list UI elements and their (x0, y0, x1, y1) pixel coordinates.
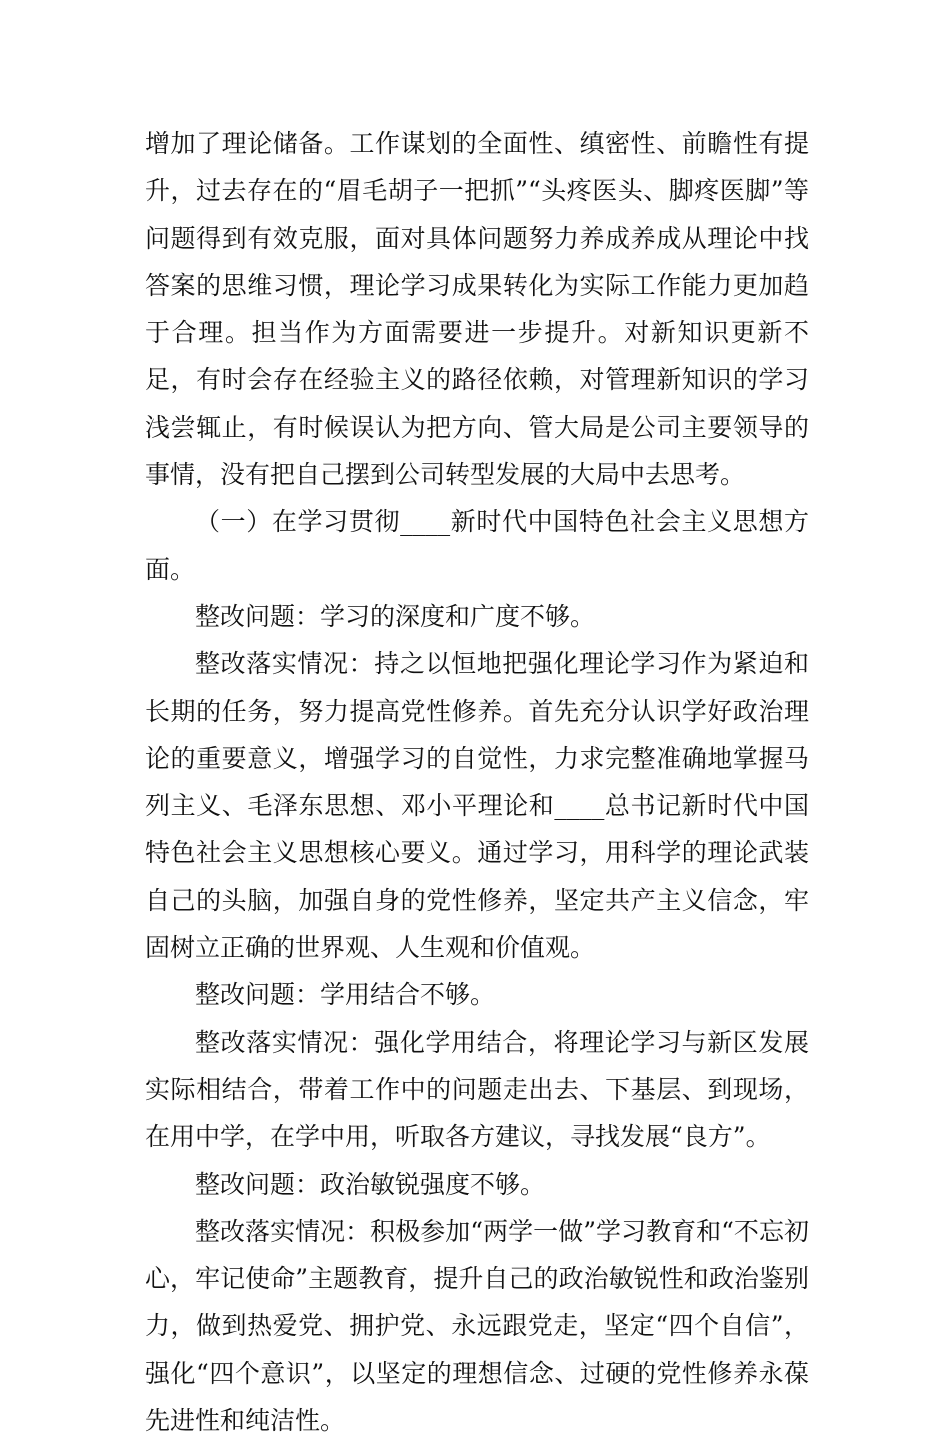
paragraph-continuation: 增加了理论储备。工作谋划的全面性、缜密性、前瞻性有提升，过去存在的“眉毛胡子一把抓”“头疼医头、脚疼医脚”等问题得到有效克服，面对具体问题努力养成养成从理论中找答案的思维习惯，理论学习成果转化为实际工作能力更加趋于合理。担当作为方面需要进一步提升。对新知识更新不足，有时会存在经验主义的路径依赖，对管理新知识的学习浅尝辄止，有时候误认为把方向、管大局是公司主要领导的事情，没有把自己摆到公司转型发展的大局中去思考。 (145, 129, 809, 490)
rectification-status-2: 整改落实情况：强化学用结合，将理论学习与新区发展实际相结合，带着工作中的问题走出去、下基层、到现场，在用中学，在学中用，听取各方建议，寻找发展“良方”。 (145, 1027, 809, 1152)
rectification-issue-2: 整改问题：学用结合不够。 (195, 980, 496, 1010)
rectification-status-1: 整改落实情况：持之以恒地把强化理论学习作为紧迫和长期的任务，努力提高党性修养。首先充分认识学好政治理论的重要意义，增强学习的自觉性，力求完整准确地掌握马列主义、毛泽东思想、邓小平理论和____总书记新时代中国特色社会主义思想核心要义。通过学习，用科学的理论武装自己的头脑，加强自身的党性修养，坚定共产主义信念，牢固树立正确的世界观、人生观和价值观。 (145, 649, 809, 963)
rectification-issue-3: 整改问题：政治敏锐强度不够。 (195, 1169, 546, 1199)
rectification-issue-1: 整改问题：学习的深度和广度不够。 (195, 601, 596, 631)
rectification-status-3: 整改落实情况：积极参加“两学一做”学习教育和“不忘初心，牢记使命”主题教育，提升自己的政治敏锐性和政治鉴别力，做到热爱党、拥护党、永远跟党走，坚定“四个自信”，强化“四个意识”，以坚定的理想信念、过硬的党性修养永葆先进性和纯洁性。 (145, 1216, 809, 1436)
section-heading: （一）在学习贯彻____新时代中国特色社会主义思想方面。 (145, 507, 809, 584)
document-body (145, 120, 809, 1444)
